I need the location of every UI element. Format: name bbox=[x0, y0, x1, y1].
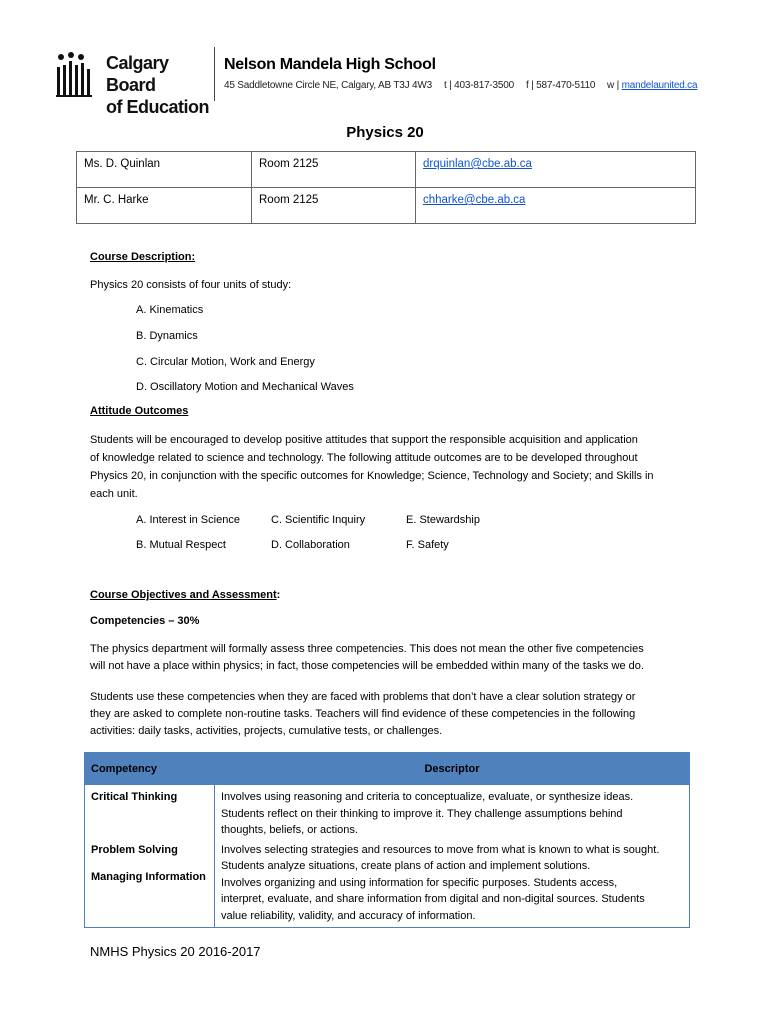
cbe-logo bbox=[56, 47, 213, 117]
attitude-heading: Attitude Outcomes bbox=[90, 405, 189, 417]
competency-name: Critical Thinking bbox=[85, 785, 215, 842]
teacher-room: Room 2125 bbox=[252, 188, 416, 224]
school-web bbox=[607, 80, 697, 91]
outcome-item: A. Interest in Science bbox=[136, 514, 240, 526]
outcome-item: C. Scientific Inquiry bbox=[271, 514, 366, 526]
descriptor-line: Involves selecting strategies and resources to move from what is known to what is sought. bbox=[221, 843, 660, 856]
objectives-para2-line: they are asked to complete non-routine tasks. Teachers will find evidence of these competencies in the following bbox=[90, 708, 636, 720]
descriptor-line: Involves using reasoning and criteria to conceptualize, evaluate, or synthesize ideas. bbox=[221, 791, 634, 803]
unit-item: D. Oscillatory Motion and Mechanical Waves bbox=[136, 381, 354, 393]
document-title: Physics 20 bbox=[346, 124, 424, 141]
objectives-heading-wrap bbox=[90, 589, 280, 601]
logo-line-2: of Education bbox=[106, 97, 209, 117]
logo-line-1: Calgary Board bbox=[106, 53, 169, 95]
competency-column-header: Competency bbox=[85, 753, 215, 785]
unit-item: B. Dynamics bbox=[136, 330, 198, 342]
descriptor-column-header: Descriptor bbox=[215, 753, 690, 785]
table-row bbox=[85, 927, 690, 928]
attitude-line: each unit. bbox=[90, 488, 138, 500]
table-header-row bbox=[85, 753, 690, 785]
teacher-table bbox=[76, 151, 696, 224]
outcome-item: D. Collaboration bbox=[271, 539, 350, 551]
competency-descriptor bbox=[215, 842, 690, 928]
people-logo-icon bbox=[56, 51, 92, 97]
descriptor-line: thoughts, beliefs, or actions. bbox=[221, 824, 358, 836]
descriptor-line: Students analyze situations, create plans of action and implement solutions. bbox=[221, 860, 591, 872]
attitude-line: Physics 20, in conjunction with the specific outcomes for Knowledge; Science, Technology and Society; and Skills in bbox=[90, 470, 654, 482]
attitude-line: Students will be encouraged to develop positive attitudes that support the responsible acquisition and application bbox=[90, 434, 638, 446]
teacher-name: Mr. C. Harke bbox=[77, 188, 252, 224]
competency-name bbox=[85, 842, 215, 928]
course-intro: Physics 20 consists of four units of study: bbox=[90, 279, 292, 291]
unit-item: A. Kinematics bbox=[136, 304, 204, 316]
teacher-room: Room 2125 bbox=[252, 152, 416, 188]
objectives-para1-line: The physics department will formally assess three competencies. This does not mean the other five competencies bbox=[90, 643, 644, 655]
table-row bbox=[85, 842, 690, 928]
competency-table bbox=[84, 752, 690, 928]
descriptor-line: value reliability, validity, and accuracy of information. bbox=[221, 909, 476, 922]
competency-name-line: Problem Solving bbox=[91, 843, 178, 856]
table-row bbox=[77, 152, 696, 188]
competencies-heading: Competencies – 30% bbox=[90, 615, 200, 627]
table-row bbox=[85, 785, 690, 842]
objectives-para1-line: will not have a place within physics; in fact, those competencies will be embedded within many of the tasks we do. bbox=[90, 660, 644, 672]
descriptor-line: Students reflect on their thinking to improve it. They challenge assumptions behind bbox=[221, 807, 623, 820]
school-name: Nelson Mandela High School bbox=[224, 56, 436, 73]
objectives-heading: Course Objectives and Assessment bbox=[90, 589, 277, 601]
table-row bbox=[77, 188, 696, 224]
teacher-email-link[interactable]: chharke@cbe.ab.ca bbox=[423, 194, 526, 206]
web-prefix: w | bbox=[607, 80, 619, 91]
school-fax: f | 587-470-5110 bbox=[526, 80, 596, 91]
outcome-item: B. Mutual Respect bbox=[136, 539, 226, 551]
objectives-para2-line: Students use these competencies when they are faced with problems that don’t have a clear solution strategy or bbox=[90, 691, 636, 703]
course-description-heading: Course Description: bbox=[90, 251, 196, 263]
objectives-para2-line: activities: daily tasks, activities, projects, cumulative tests, or challenges. bbox=[90, 725, 443, 737]
competency-descriptor bbox=[215, 785, 690, 842]
descriptor-line: interpret, evaluate, and share information from digital and non-digital sources. Students bbox=[221, 893, 645, 905]
header-divider bbox=[214, 47, 215, 101]
attitude-line: of knowledge related to science and technology. The following attitude outcomes are to be developed throughout bbox=[90, 452, 638, 464]
outcome-item: E. Stewardship bbox=[406, 514, 480, 526]
school-address: 45 Saddletowne Circle NE, Calgary, AB T3J 4W3 bbox=[224, 80, 432, 91]
school-website-link[interactable]: mandelaunited.ca bbox=[621, 80, 698, 91]
logo-text bbox=[106, 52, 213, 118]
teacher-name: Ms. D. Quinlan bbox=[77, 152, 252, 188]
school-phone: t | 403-817-3500 bbox=[444, 80, 515, 91]
outcome-item: F. Safety bbox=[406, 539, 449, 551]
teacher-email-link[interactable]: drquinlan@cbe.ab.ca bbox=[423, 158, 532, 170]
objectives-colon: : bbox=[276, 589, 281, 601]
page-footer: NMHS Physics 20 2016-2017 bbox=[90, 944, 261, 959]
descriptor-line: Involves organizing and using information for specific purposes. Students access, bbox=[221, 876, 618, 889]
competency-name-line: Managing Information bbox=[91, 871, 206, 883]
unit-item: C. Circular Motion, Work and Energy bbox=[136, 356, 315, 368]
